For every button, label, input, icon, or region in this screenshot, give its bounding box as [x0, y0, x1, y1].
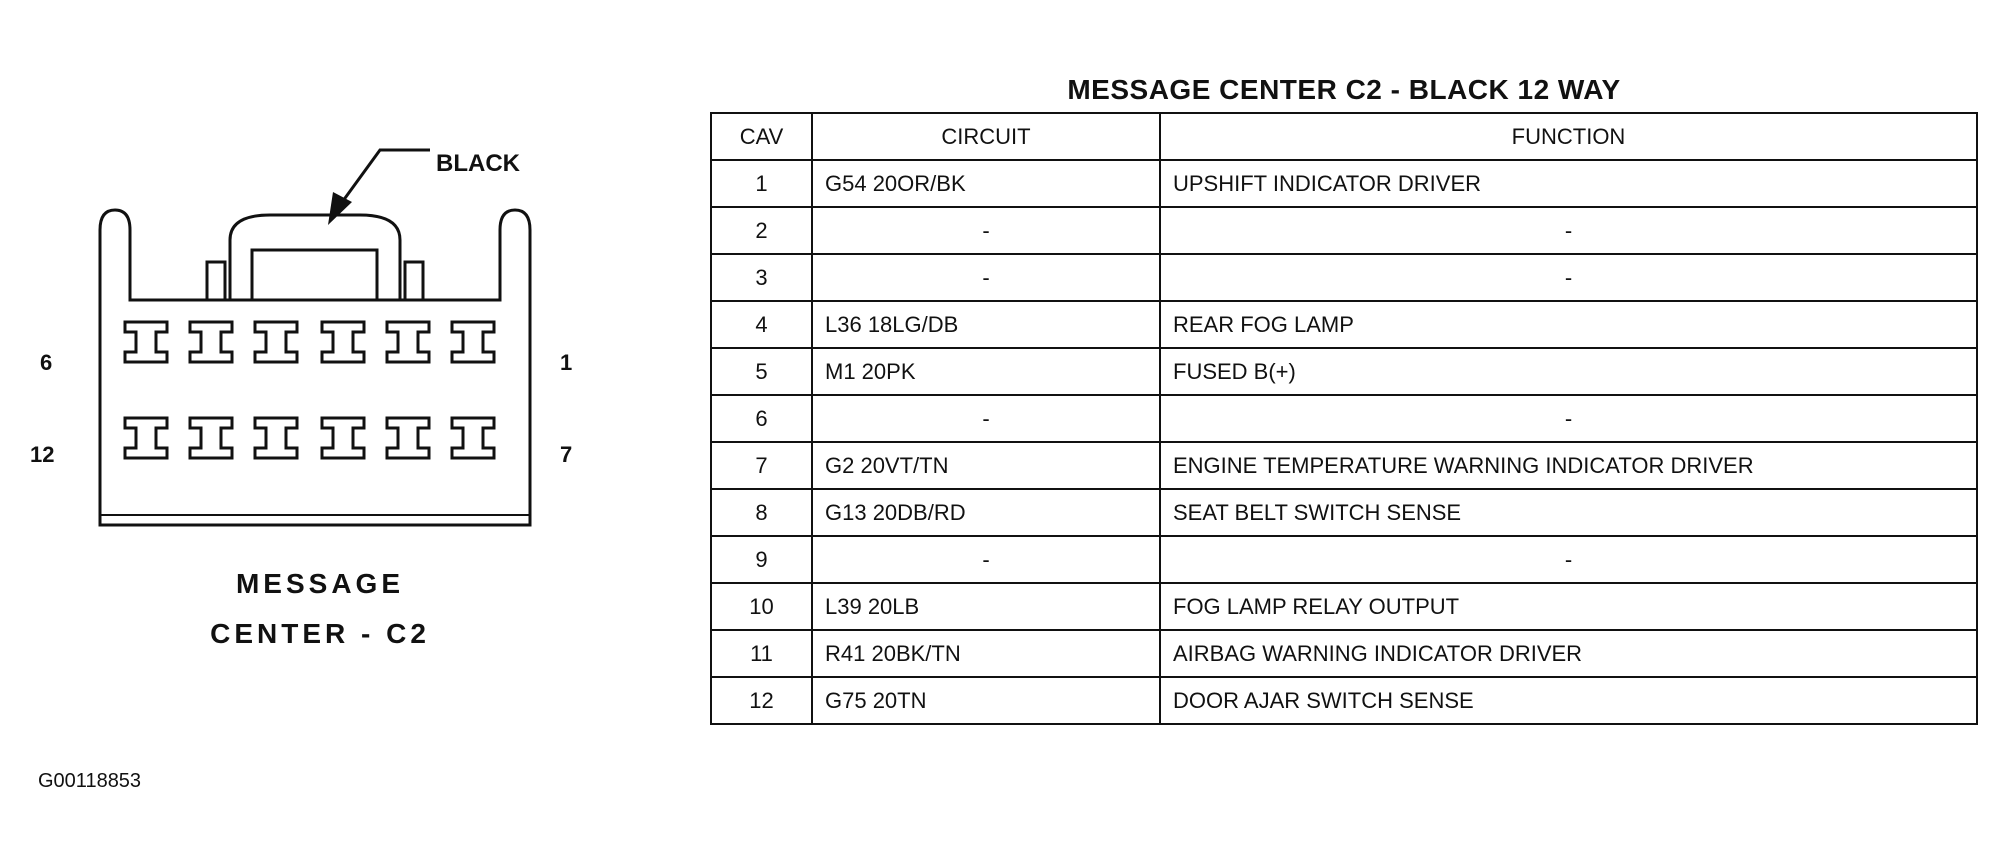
circuit-cell: - [812, 254, 1160, 301]
pinout-table [710, 112, 1978, 725]
table-row [711, 442, 1977, 489]
cavity-number: 5 [711, 348, 812, 395]
connector-diagram [30, 130, 590, 690]
cavity-row-bottom [125, 418, 494, 458]
header-circuit: CIRCUIT [812, 113, 1160, 160]
table-row [711, 489, 1977, 536]
circuit-cell: G2 20VT/TN [812, 442, 1160, 489]
cavity-number: 3 [711, 254, 812, 301]
table-row [711, 207, 1977, 254]
connector-color-label: BLACK [436, 150, 520, 177]
cavity-number: 1 [711, 160, 812, 207]
table-row [711, 630, 1977, 677]
cavity-number: 11 [711, 630, 812, 677]
figure-id: G00118853 [38, 770, 142, 792]
table-title: MESSAGE CENTER C2 - BLACK 12 WAY [1067, 74, 1621, 105]
table-row [711, 536, 1977, 583]
cavity-number: 10 [711, 583, 812, 630]
function-cell: AIRBAG WARNING INDICATOR DRIVER [1160, 630, 1977, 677]
function-cell: ENGINE TEMPERATURE WARNING INDICATOR DRIVER [1160, 442, 1977, 489]
circuit-cell: R41 20BK/TN [812, 630, 1160, 677]
header-cav: CAV [711, 113, 812, 160]
circuit-cell: G13 20DB/RD [812, 489, 1160, 536]
arrow-icon [340, 150, 430, 205]
cavity-number: 6 [711, 395, 812, 442]
function-cell: DOOR AJAR SWITCH SENSE [1160, 677, 1977, 724]
pin-label-bottom-right: 7 [560, 442, 573, 467]
cavity-number: 12 [711, 677, 812, 724]
connector-name-line1: MESSAGE [235, 568, 405, 599]
header-function: FUNCTION [1160, 113, 1977, 160]
cavity-number: 7 [711, 442, 812, 489]
table-row [711, 160, 1977, 207]
function-cell: - [1160, 395, 1977, 442]
cavity-number: 9 [711, 536, 812, 583]
circuit-cell: G75 20TN [812, 677, 1160, 724]
pin-label-top-right: 1 [560, 350, 573, 375]
table-row [711, 301, 1977, 348]
table-row [711, 677, 1977, 724]
circuit-cell: M1 20PK [812, 348, 1160, 395]
table-row [711, 583, 1977, 630]
table-row [711, 395, 1977, 442]
function-cell: SEAT BELT SWITCH SENSE [1160, 489, 1977, 536]
cavity-number: 8 [711, 489, 812, 536]
function-cell: - [1160, 536, 1977, 583]
table-row [711, 348, 1977, 395]
table-header-row [711, 113, 1977, 160]
cavity-row-top [125, 322, 494, 362]
connector-name-line2: CENTER - C2 [210, 618, 430, 649]
cavity-number: 2 [711, 207, 812, 254]
function-cell: - [1160, 254, 1977, 301]
circuit-cell: - [812, 207, 1160, 254]
pin-label-top-left: 6 [40, 350, 53, 375]
function-cell: UPSHIFT INDICATOR DRIVER [1160, 160, 1977, 207]
table-body [711, 160, 1977, 724]
table-row [711, 254, 1977, 301]
circuit-cell: G54 20OR/BK [812, 160, 1160, 207]
lock-latch [252, 250, 377, 300]
function-cell: REAR FOG LAMP [1160, 301, 1977, 348]
circuit-cell: - [812, 536, 1160, 583]
function-cell: FOG LAMP RELAY OUTPUT [1160, 583, 1977, 630]
circuit-cell: - [812, 395, 1160, 442]
function-cell: - [1160, 207, 1977, 254]
cavity-number: 4 [711, 301, 812, 348]
circuit-cell: L39 20LB [812, 583, 1160, 630]
pin-label-bottom-left: 12 [30, 442, 55, 467]
circuit-cell: L36 18LG/DB [812, 301, 1160, 348]
function-cell: FUSED B(+) [1160, 348, 1977, 395]
